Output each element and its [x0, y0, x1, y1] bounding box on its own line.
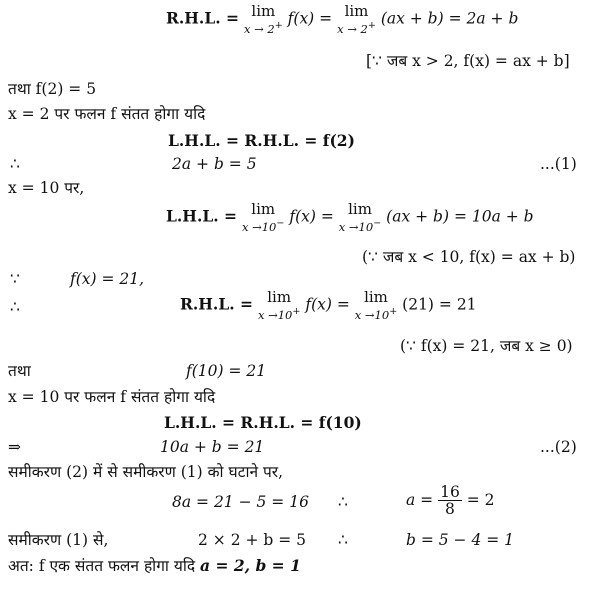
equation-number-1: ...(1) — [540, 155, 577, 173]
lhl-label: L.H.L. = — [166, 206, 238, 226]
limit-expression: lim x →10+ — [257, 288, 301, 322]
fx-equals: f(x) = — [289, 207, 334, 226]
implies-symbol: ⇒ — [8, 438, 21, 456]
therefore-symbol: ∴ — [338, 531, 348, 549]
therefore-symbol: ∴ — [338, 493, 348, 511]
note-x-gt-2: [∵ जब x > 2, f(x) = ax + b] — [366, 52, 570, 70]
lhl-rhl-f10: L.H.L. = R.H.L. = f(10) — [164, 413, 362, 432]
lhl-rhl-f2: L.H.L. = R.H.L. = f(2) — [168, 131, 355, 150]
rhs-expression: (ax + b) = 10a + b — [386, 207, 534, 226]
rhl-label: R.H.L. = — [180, 294, 253, 314]
note-fx-21: (∵ f(x) = 21, जब x ≥ 0) — [400, 337, 573, 355]
limit-expression: lim x →10− — [241, 200, 285, 234]
lhl-limit-line-x10 — [166, 202, 534, 233]
rhs-expression: (21) = 21 — [402, 295, 477, 314]
fx-equals-21: f(x) = 21, — [70, 270, 145, 288]
equation-2: 10a + b = 21 — [160, 438, 265, 456]
because-symbol: ∵ — [10, 270, 20, 288]
a-solution: a = $\frac{16}{8}$ = 2 — [406, 483, 495, 519]
continuity-condition-x10: x = 10 पर फलन f संतत होगा यदि — [8, 388, 216, 406]
fx-equals: f(x) = — [305, 295, 350, 314]
limit-expression: lim x →10− — [338, 200, 382, 234]
limit-expression: lim x → 2+ — [337, 2, 376, 36]
f2-value: तथा f(2) = 5 — [8, 80, 97, 98]
therefore-symbol: ∴ — [10, 155, 20, 173]
tatha-word: तथा — [8, 362, 31, 380]
rhl-limit-line-x10 — [180, 290, 477, 321]
fx-equals: f(x) = — [287, 9, 333, 28]
substitute-a: 2 × 2 + b = 5 — [198, 531, 307, 549]
from-equation-1: समीकरण (1) से, — [8, 531, 109, 549]
equation-number-2: ...(2) — [540, 438, 577, 456]
equation-1: 2a + b = 5 — [172, 155, 257, 173]
at-x10: x = 10 पर, — [8, 179, 85, 197]
limit-expression: lim x → 2+ — [243, 2, 283, 36]
rhs-expression: (ax + b) = 2a + b — [380, 9, 519, 28]
rhl-label: R.H.L. = — [166, 8, 239, 28]
therefore-symbol: ∴ — [10, 298, 20, 316]
fraction-16-over-8: $\frac{16}{8}$ — [440, 483, 460, 519]
continuity-condition-x2: x = 2 पर फलन f संतत होगा यदि — [8, 105, 206, 123]
subtract-equations-text: समीकरण (2) में से समीकरण (1) को घटाने पर, — [8, 463, 284, 481]
conclusion: अत: f एक संतत फलन होगा यदि a = 2, b = 1 — [8, 556, 301, 575]
note-x-lt-10: (∵ जब x < 10, f(x) = ax + b) — [362, 248, 576, 266]
f10-value: f(10) = 21 — [186, 362, 267, 380]
eq-8a-16: 8a = 21 − 5 = 16 — [172, 493, 309, 511]
limit-expression: lim x →10+ — [354, 288, 398, 322]
final-values: a = 2, b = 1 — [200, 556, 301, 575]
b-solution: b = 5 − 4 = 1 — [406, 531, 515, 549]
rhl-limit-line-x2 — [166, 4, 518, 35]
